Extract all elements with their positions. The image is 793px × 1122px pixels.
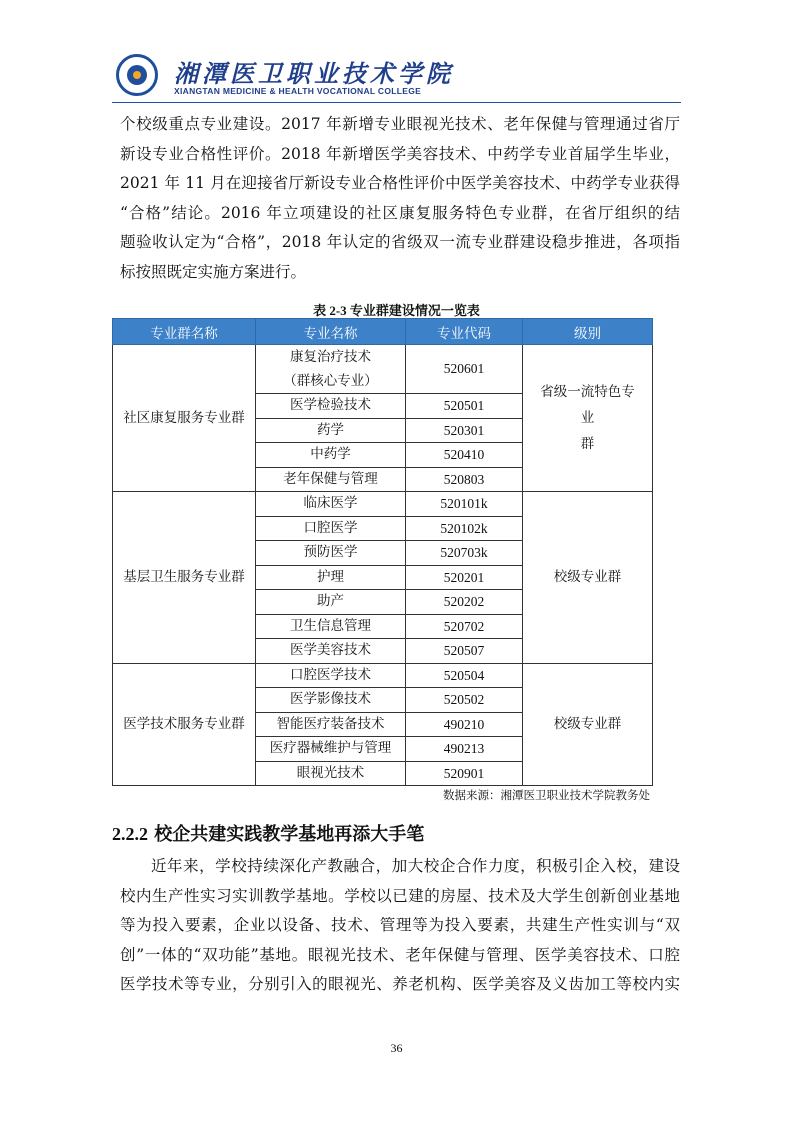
major-name-cell: 医学影像技术 [256,688,406,713]
major-name-cell: 助产 [256,590,406,615]
paragraph-line: 校内生产性实习实训教学基地。学校以已建的房屋、技术及大学生创新创业基地 [120,886,680,905]
paragraph-line: 创”一体的“双功能”基地。眼视光技术、老年保健与管理、医学美容技术、口腔 [120,945,680,964]
major-code-cell: 520601 [406,345,523,394]
paragraph-line: “合格”结论。2016 年立项建设的社区康复服务特色专业群，在省厅组织的结 [120,203,680,222]
college-name-cn: 湘潭医卫职业技术学院 [174,59,454,88]
page-number: 36 [390,1041,403,1055]
level-line: 群 [580,436,595,452]
column-header: 专业名称 [256,319,406,345]
section-title: 校企共建实践教学基地再添大手笔 [154,824,425,845]
level-line: 省级一流特色专业 [540,384,635,426]
major-code-cell: 520410 [406,443,523,468]
paragraph-line: 新设专业合格性评价。2018 年新增医学美容技术、中药学专业首届学生毕业， [120,144,680,163]
major-code-cell: 520101k [406,492,523,517]
major-name-cell: 医学检验技术 [256,394,406,419]
level-line: 校级专业群 [553,715,622,732]
college-name-en: XIANGTAN MEDICINE & HEALTH VOCATIONAL COLLEGE [174,86,422,96]
level-cell [523,492,653,664]
major-name-cell: 临床医学 [256,492,406,517]
paragraph-line: 等为投入要素，企业以设备、技术、管理等为投入要素，共建生产性实训与“双 [120,916,680,934]
group-name-cell: 社区康复服务专业群 [113,345,256,492]
major-name-cell: 中药学 [256,443,406,468]
major-group-table [112,318,653,786]
header-divider [112,102,681,103]
major-name-cell: 眼视光技术 [256,761,406,786]
major-name-cell: 卫生信息管理 [256,614,406,639]
major-code-cell: 490213 [406,737,523,762]
major-name-cell: 口腔医学 [256,516,406,541]
college-emblem-icon [116,54,158,96]
section-heading [112,820,424,846]
table-row [113,345,653,394]
level-cell [523,345,653,492]
section-number: 2.2.2 [112,824,148,844]
paragraph-line: 医学技术等专业，分别引入的眼视光、养老机构、医学美容及义齿加工等校内实 [120,975,680,993]
major-name-line: 康复治疗技术 [290,349,371,365]
major-code-cell: 520901 [406,761,523,786]
major-name-cell: 医疗器械维护与管理 [256,737,406,762]
column-header: 专业群名称 [113,319,256,345]
major-code-cell: 520507 [406,639,523,664]
major-name-cell: 护理 [256,565,406,590]
paragraph-line: 近年来，学校持续深化产教融合，加大校企合作力度，积极引企入校，建设 [151,857,680,875]
table-source-note: 数据来源：湘潭医卫职业技术学院教务处 [443,788,650,802]
major-code-cell: 520504 [406,663,523,688]
paragraph-line: 题验收认定为“合格”，2018 年认定的省级双一流专业群建设稳步推进，各项指 [120,233,680,251]
paragraph-line: 标按照既定实施方案进行。 [120,262,307,281]
major-code-cell: 520502 [406,688,523,713]
major-name-cell: 口腔医学技术 [256,663,406,688]
table-row [113,663,653,688]
column-header: 级别 [523,319,653,345]
major-name-cell: 预防医学 [256,541,406,566]
major-name-line: （群核心专业） [283,373,378,389]
table-row [113,492,653,517]
major-code-cell: 520202 [406,590,523,615]
section-paragraph [120,852,680,1000]
major-name-cell: 老年保健与管理 [256,467,406,492]
table-header-row [113,319,653,345]
major-name-cell: 智能医疗装备技术 [256,712,406,737]
major-name-cell [256,345,406,394]
paragraph-line: 个校级重点专业建设。2017 年新增专业眼视光技术、老年保健与管理通过省厅 [120,115,680,133]
major-code-cell: 490210 [406,712,523,737]
paragraph-line: 2021 年 11 月在迎接省厅新设专业合格性评价中医学美容技术、中药学专业获得 [120,174,680,192]
major-code-cell: 520803 [406,467,523,492]
intro-paragraph [120,110,680,287]
table-caption: 表 2-3 专业群建设情况一览表 [313,303,480,318]
level-cell [523,663,653,786]
major-name-cell: 医学美容技术 [256,639,406,664]
column-header: 专业代码 [406,319,523,345]
level-text [538,379,638,457]
major-code-cell: 520301 [406,418,523,443]
major-code-cell: 520102k [406,516,523,541]
group-name-cell: 医学技术服务专业群 [113,663,256,786]
level-line: 校级专业群 [553,568,622,585]
major-code-cell: 520702 [406,614,523,639]
major-name-cell: 药学 [256,418,406,443]
group-name-cell: 基层卫生服务专业群 [113,492,256,664]
page-header [112,50,681,102]
major-code-cell: 520501 [406,394,523,419]
major-code-cell: 520703k [406,541,523,566]
major-code-cell: 520201 [406,565,523,590]
